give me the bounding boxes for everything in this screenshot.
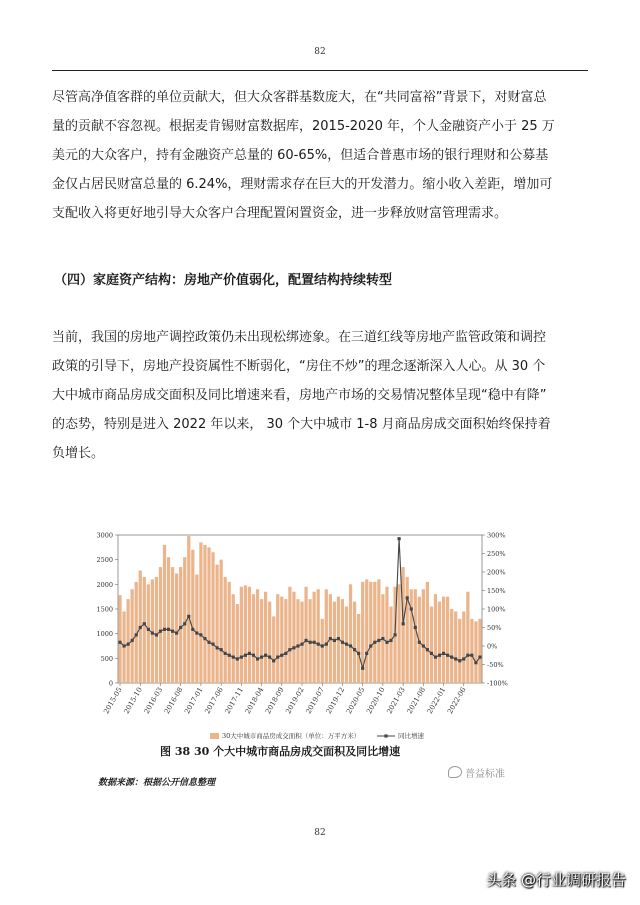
page-number-bottom: 82: [314, 828, 326, 838]
y-right-tick-label: 200%: [487, 568, 506, 577]
bar: [252, 594, 255, 683]
growth-point: [373, 641, 376, 644]
bar: [211, 552, 214, 683]
y-left-tick-label: 0: [108, 679, 113, 688]
bar: [276, 594, 279, 683]
bar: [470, 619, 473, 683]
section-heading: （四）家庭资产结构：房地产价值弱化，配置结构持续转型: [54, 273, 393, 288]
bar: [474, 621, 477, 683]
x-tick-label: 2021-03: [385, 686, 407, 716]
bar: [365, 579, 368, 683]
y-right-tick-label: 300%: [487, 531, 506, 540]
growth-point: [418, 641, 421, 644]
growth-point: [228, 654, 231, 657]
growth-point: [139, 626, 142, 629]
bar: [147, 584, 150, 683]
bar: [462, 611, 465, 683]
bar: [195, 574, 198, 683]
growth-point: [309, 641, 312, 644]
bar: [126, 599, 129, 683]
bar: [373, 582, 376, 683]
growth-point: [393, 633, 396, 636]
growth-point: [333, 639, 336, 642]
bar: [260, 599, 263, 683]
x-tick-label: 2015-05: [102, 686, 124, 716]
bar: [406, 577, 409, 683]
growth-point: [304, 639, 307, 642]
legend-swatch-marker: [384, 734, 387, 737]
y-left-tick-label: 3000: [96, 531, 113, 540]
bar: [357, 614, 360, 683]
growth-point: [329, 637, 332, 640]
growth-point: [349, 644, 352, 647]
bar: [292, 592, 295, 683]
bar: [434, 594, 437, 683]
bar: [167, 557, 170, 683]
growth-point: [389, 639, 392, 642]
y-right-tick-label: 250%: [487, 550, 506, 558]
growth-point: [163, 628, 166, 631]
growth-point: [268, 656, 271, 659]
text-line: 负增长。: [52, 446, 105, 461]
x-tick-label: 2018-04: [243, 686, 266, 716]
bar: [446, 597, 449, 683]
growth-point: [215, 646, 218, 649]
bar: [215, 565, 218, 683]
growth-point: [155, 633, 158, 636]
bar: [256, 589, 259, 683]
text-line: 政策的引导下，房地产投资属性不断弱化，“房住不炒”的理念逐渐深入人心。从 30 个: [52, 359, 546, 374]
bar: [410, 589, 413, 683]
growth-point: [381, 637, 384, 640]
chat-icon: [448, 766, 462, 778]
growth-point: [248, 652, 251, 655]
bar: [232, 594, 235, 683]
x-tick-label: 2018-09: [264, 686, 286, 716]
bar: [224, 577, 227, 683]
growth-point: [175, 631, 178, 634]
bar: [458, 619, 461, 683]
x-tick-label: 2020-10: [365, 686, 387, 716]
x-tick-label: 2021-08: [405, 686, 428, 716]
bar: [163, 545, 166, 683]
growth-point: [450, 656, 453, 659]
text-line: 尽管高净值客群的单位贡献大，但大众客群基数庞大，在“共同富裕”背景下，对财富总: [52, 90, 547, 105]
text-line: 当前，我国的房地产调控政策仍未出现松绑迹象。在三道红线等房地产监管政策和调控: [52, 330, 547, 345]
bar: [300, 602, 303, 683]
growth-point: [422, 644, 425, 647]
bar: [478, 619, 481, 683]
bar: [228, 582, 231, 683]
growth-point: [474, 661, 477, 664]
growth-point: [236, 657, 239, 660]
y-left-tick-label: 2500: [96, 556, 113, 565]
bar: [304, 587, 307, 683]
growth-point: [406, 596, 409, 599]
page-number-top: 82: [314, 47, 326, 57]
growth-point: [478, 656, 481, 659]
growth-point: [284, 652, 287, 655]
growth-point: [462, 657, 465, 660]
growth-point: [135, 633, 138, 636]
x-tick-label: 2017-01: [183, 686, 205, 716]
growth-point: [438, 654, 441, 657]
growth-point: [288, 648, 291, 651]
growth-point: [353, 648, 356, 651]
paragraph-1: [52, 83, 588, 228]
bar: [207, 547, 210, 683]
growth-point: [365, 652, 368, 655]
x-tick-label: 2020-05: [344, 686, 367, 716]
growth-point: [296, 644, 299, 647]
legend-swatch-bar: [210, 733, 219, 739]
y-left-tick-label: 1000: [96, 630, 113, 639]
growth-point: [131, 639, 134, 642]
bar: [203, 545, 206, 683]
growth-point: [203, 637, 206, 640]
text-line: 的态势，特别是进入 2022 年以来， 30 个大中城市 1-8 月商品房成交面积始终保持着: [52, 417, 551, 432]
growth-point: [147, 628, 150, 631]
growth-point: [454, 657, 457, 660]
growth-point: [256, 657, 259, 660]
bar: [248, 587, 251, 683]
growth-point: [187, 615, 190, 618]
growth-point: [276, 656, 279, 659]
growth-point: [211, 643, 214, 646]
y-left-tick-label: 2000: [96, 580, 113, 589]
combo-chart: [92, 525, 537, 760]
y-right-tick-label: -100%: [487, 679, 508, 688]
y-left-tick-label: 500: [100, 654, 113, 663]
legend-label-bar: 30大中城市商品房成交面积（单位：万平方米）: [222, 732, 361, 740]
bar: [131, 589, 134, 683]
text-line: 美元的大众客户，持有金融资产总量的 60-65%，但适合普惠市场的银行理财和公募基: [52, 148, 549, 163]
growth-point: [191, 628, 194, 631]
growth-point: [143, 622, 146, 625]
bar: [369, 582, 372, 683]
bar: [317, 589, 320, 683]
growth-point: [207, 641, 210, 644]
growth-point: [220, 648, 223, 651]
x-tick-label: 2022-01: [425, 686, 448, 716]
bar: [236, 604, 239, 683]
bar: [377, 579, 380, 683]
bar: [220, 560, 223, 683]
growth-point: [313, 641, 316, 644]
growth-point: [434, 656, 437, 659]
bar: [296, 599, 299, 683]
figure-caption: 图 38 30 个大中城市商品房成交面积及同比增速: [160, 745, 401, 758]
bar: [155, 577, 158, 683]
chart-figure: [92, 525, 537, 760]
growth-point: [183, 622, 186, 625]
growth-point: [118, 641, 121, 644]
bar: [353, 602, 356, 683]
growth-point: [171, 630, 174, 633]
growth-point: [410, 607, 413, 610]
watermark-toutiao: 头条 @行业调研报告: [486, 871, 626, 889]
bar: [268, 602, 271, 683]
y-right-tick-label: 50%: [487, 624, 502, 632]
y-left-tick-label: 1500: [96, 605, 113, 614]
text-line: 量的贡献不容忽视。根据麦肯锡财富数据库，2015-2020 年，个人金融资产小于 25 万: [52, 119, 555, 134]
bar: [118, 595, 121, 683]
growth-point: [446, 654, 449, 657]
y-right-tick-label: 0%: [487, 642, 498, 651]
growth-point: [317, 643, 320, 646]
bar: [183, 557, 186, 683]
growth-point: [325, 643, 328, 646]
bar: [442, 597, 445, 683]
bar: [321, 619, 324, 683]
bar: [454, 611, 457, 683]
growth-point: [224, 652, 227, 655]
bar: [397, 584, 400, 683]
figure-source: 数据来源：根据公开信息整理: [98, 778, 216, 788]
bar: [284, 599, 287, 683]
growth-point: [292, 646, 295, 649]
growth-point: [470, 654, 473, 657]
growth-point: [377, 639, 380, 642]
bar: [422, 589, 425, 683]
bar: [191, 550, 194, 683]
x-tick-label: 2019-07: [304, 686, 326, 716]
growth-point: [179, 626, 182, 629]
x-tick-label: 2019-12: [324, 686, 347, 716]
bar: [280, 597, 283, 683]
bar: [151, 579, 154, 683]
bar: [466, 592, 469, 683]
bar: [313, 592, 316, 683]
bar: [325, 589, 328, 683]
growth-point: [341, 641, 344, 644]
growth-point: [442, 652, 445, 655]
x-tick-label: 2019-02: [284, 686, 306, 716]
growth-point: [199, 633, 202, 636]
bar: [175, 573, 178, 683]
growth-point: [426, 648, 429, 651]
bar: [244, 585, 247, 683]
growth-point: [240, 656, 243, 659]
bar: [199, 542, 202, 683]
bar: [240, 587, 243, 683]
growth-point: [458, 659, 461, 662]
bar: [438, 602, 441, 683]
growth-point: [361, 667, 364, 670]
y-right-tick-label: -50%: [487, 661, 504, 669]
growth-point: [414, 626, 417, 629]
growth-point: [127, 643, 130, 646]
bar: [414, 589, 417, 683]
x-tick-label: 2016-08: [162, 686, 185, 716]
bar: [264, 592, 267, 683]
bar: [143, 577, 146, 683]
paragraph-2: [52, 323, 588, 468]
watermark-small-text: 普益标准: [465, 769, 505, 780]
growth-point: [337, 637, 340, 640]
x-tick-label: 2015-10: [122, 686, 144, 716]
growth-point: [345, 643, 348, 646]
growth-point: [244, 654, 247, 657]
text-line: 金仅占居民财富总量的 6.24%，理财需求存在巨大的开发潜力。缩小收入差距，增加可: [52, 177, 553, 192]
growth-point: [264, 654, 267, 657]
x-tick-label: 2017-06: [203, 686, 225, 716]
growth-point: [159, 630, 162, 633]
x-tick-label: 2017-11: [223, 686, 246, 716]
bar: [450, 609, 453, 683]
text-line: 大中城市商品房成交面积及同比增速来看，房地产市场的交易情况整体呈现“稳中有降”: [52, 388, 547, 403]
bar: [288, 587, 291, 683]
growth-point: [280, 654, 283, 657]
growth-point: [357, 652, 360, 655]
growth-point: [430, 652, 433, 655]
text-line: 支配收入将更好地引导大众客户合理配置闲置资金，进一步释放财富管理需求。: [52, 206, 508, 221]
bar: [159, 567, 162, 683]
growth-point: [122, 644, 125, 647]
bar: [272, 616, 275, 683]
bar: [430, 607, 433, 683]
growth-point: [321, 644, 324, 647]
bar: [426, 582, 429, 683]
growth-point: [397, 537, 400, 540]
bar: [179, 567, 182, 683]
growth-point: [402, 622, 405, 625]
growth-point: [385, 641, 388, 644]
x-tick-label: 2016-03: [142, 686, 165, 716]
y-right-tick-label: 100%: [487, 605, 506, 614]
bar: [187, 536, 190, 683]
y-right-tick-label: 150%: [487, 587, 506, 595]
growth-point: [151, 631, 154, 634]
bar: [333, 602, 336, 683]
bar: [349, 584, 352, 683]
bar: [171, 567, 174, 683]
growth-point: [195, 631, 198, 634]
growth-point: [260, 656, 263, 659]
bar: [385, 587, 388, 683]
legend-label-line: 同比增速: [398, 732, 424, 740]
growth-point: [272, 659, 275, 662]
growth-point: [252, 654, 255, 657]
x-tick-label: 2022-06: [446, 686, 468, 716]
growth-point: [232, 656, 235, 659]
growth-point: [300, 643, 303, 646]
growth-point: [466, 654, 469, 657]
watermark-small: [448, 765, 505, 780]
header-rule: [52, 70, 588, 71]
growth-point: [369, 644, 372, 647]
bar: [389, 607, 392, 683]
growth-point: [167, 628, 170, 631]
